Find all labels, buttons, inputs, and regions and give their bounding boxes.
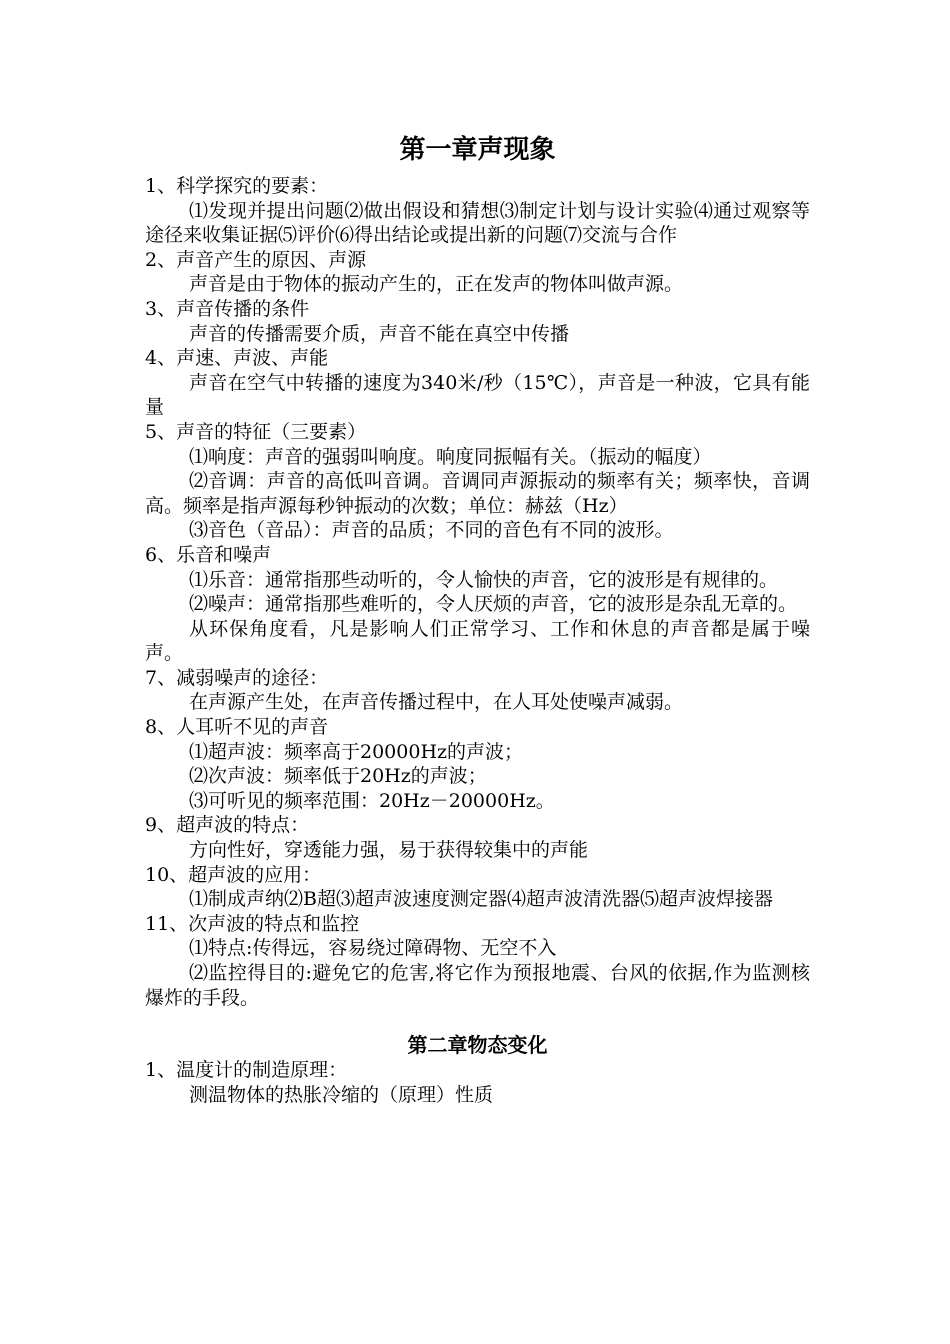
body-paragraph: 声音的传播需要介质，声音不能在真空中传播 xyxy=(189,322,570,345)
body-paragraph: 从环保角度看，凡是影响人们正常学习、工作和休息的声音都是属于噪声。 xyxy=(145,617,810,665)
section-heading: 2、声音产生的原因、声源 xyxy=(145,248,367,271)
body-paragraph: ⑶音色（音品）：声音的品质；不同的音色有不同的波形。 xyxy=(189,519,674,542)
section-heading: 10、超声波的应用： xyxy=(145,863,322,886)
section-heading: 8、人耳听不见的声音 xyxy=(145,716,329,739)
section-heading: 4、声速、声波、声能 xyxy=(145,347,329,370)
chapter2-body xyxy=(145,1058,810,1107)
section-heading: 7、减弱噪声的途径： xyxy=(145,666,329,689)
document-page xyxy=(145,0,810,1107)
body-paragraph: 声音是由于物体的振动产生的，正在发声的物体叫做声源。 xyxy=(189,273,684,296)
section-heading: 1、科学探究的要素： xyxy=(145,175,329,197)
section-heading: 5、声音的特征（三要素） xyxy=(145,420,367,443)
chapter1-title: 第一章声现象 xyxy=(399,135,556,165)
body-paragraph: ⑴制成声纳⑵B超⑶超声波速度测定器⑷超声波清洗器⑸超声波焊接器 xyxy=(189,888,773,911)
body-paragraph: ⑴乐音：通常指那些动听的，令人愉快的声音，它的波形是有规律的。 xyxy=(189,568,779,591)
section-heading: 9、超声波的特点： xyxy=(145,814,310,837)
body-paragraph: ⑴发现并提出问题⑵做出假设和猜想⑶制定计划与设计实验⑷通过观察等途径来收集证据⑸评价⑹得出结论或提出新的问题⑺交流与合作 xyxy=(145,199,810,247)
body-paragraph: ⑴响度：声音的强弱叫响度。响度同振幅有关。（振动的幅度） xyxy=(189,445,712,468)
body-paragraph: 方向性好，穿透能力强，易于获得较集中的声能 xyxy=(189,839,589,862)
body-paragraph: ⑶可听见的频率范围：20Hz－20000Hz。 xyxy=(189,789,555,812)
chapter2-title: 第二章物态变化 xyxy=(407,1033,548,1058)
section-heading: 1、温度计的制造原理： xyxy=(145,1059,348,1082)
body-paragraph: 测温物体的热胀冷缩的（原理）性质 xyxy=(189,1083,494,1106)
section-heading: 6、乐音和噪声 xyxy=(145,543,272,566)
body-paragraph: ⑴超声波：频率高于20000Hz的声波； xyxy=(189,740,524,763)
section-heading: 11、次声波的特点和监控 xyxy=(145,912,360,935)
section-heading: 3、声音传播的条件 xyxy=(145,297,310,320)
chapter1-body xyxy=(145,174,810,1010)
body-paragraph: ⑵音调：声音的高低叫音调。音调同声源振动的频率有关；频率快，音调高。频率是指声源每秒钟振动的次数；单位：赫兹（Hz） xyxy=(145,470,810,517)
body-paragraph: 在声源产生处，在声音传播过程中，在人耳处使噪声减弱。 xyxy=(189,691,684,714)
body-paragraph: 声音在空气中转播的速度为340米/秒（15℃），声音是一种波，它具有能量 xyxy=(145,371,810,419)
body-paragraph: ⑵次声波：频率低于20Hz的声波； xyxy=(189,765,487,788)
body-paragraph: ⑴特点:传得远，容易绕过障碍物、无空不入 xyxy=(189,937,557,960)
body-paragraph: ⑵监控得目的:避免它的危害,将它作为预报地震、台风的依据,作为监测核爆炸的手段。 xyxy=(145,962,810,1009)
body-paragraph: ⑵噪声：通常指那些难听的，令人厌烦的声音，它的波形是杂乱无章的。 xyxy=(189,593,798,616)
